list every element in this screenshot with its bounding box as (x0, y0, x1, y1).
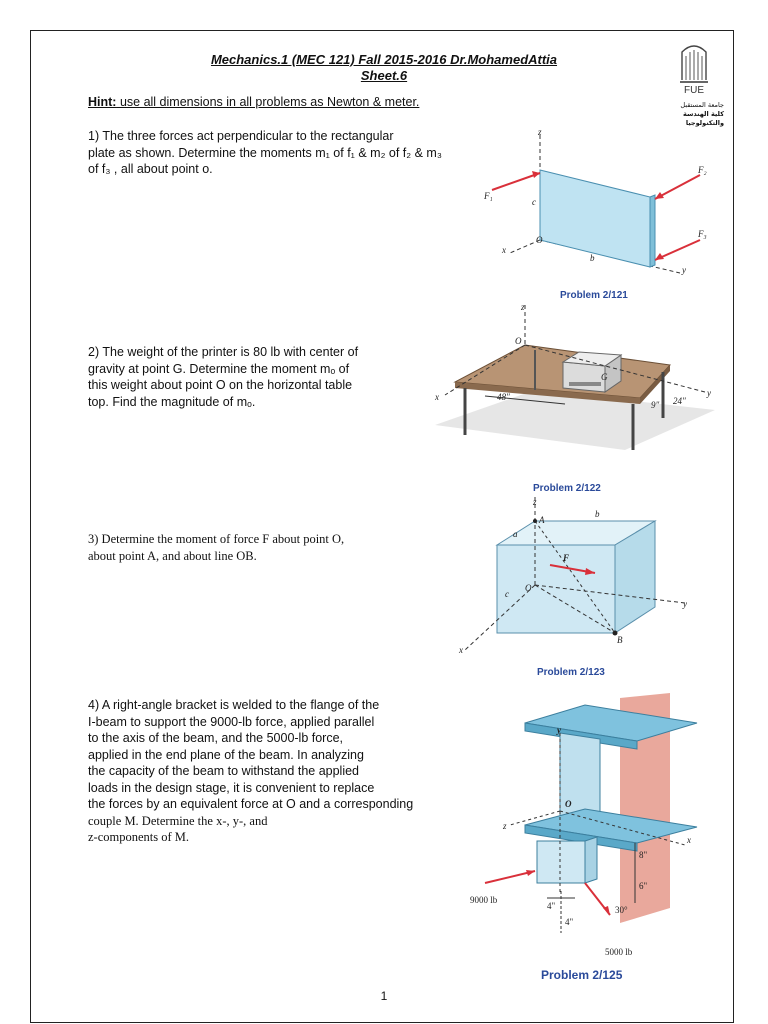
problem-4-line: 4) A right-angle bracket is welded to the flange of the (88, 698, 380, 712)
point-o-label: O (536, 235, 543, 245)
axis-y-label: y (682, 265, 686, 275)
force-f2-label: F₂ (698, 165, 707, 175)
sheet-subtitle: Sheet.6 (360, 68, 408, 83)
axis-x-label: x (687, 835, 691, 845)
problem-1-line: plate as shown. Determine the moments m₁ of f₁ & m₂ of f₂ & m₃ (88, 145, 442, 160)
problem-4-line: applied in the end plane of the beam. In analyzing (88, 747, 364, 762)
dim-4b-label: 4" (565, 917, 574, 927)
axis-x-label: x (502, 245, 506, 255)
point-b-label: B (617, 635, 623, 645)
problem-4-line: the capacity of the beam to withstand the applied (88, 764, 360, 778)
problem-3-line: about point A, and about line OB. (88, 548, 257, 563)
axis-x-label: x (459, 645, 463, 655)
problem-1-figure (470, 125, 720, 285)
problem-2-line: this weight about point O on the horizontal table (88, 378, 353, 392)
problem-2-line: 2) The weight of the printer is 80 lb with center of (88, 345, 359, 359)
angle-30-label: 30° (615, 905, 628, 915)
axis-z-label: z (503, 821, 507, 831)
dim-24-label: 24" (673, 396, 686, 406)
problem-2-line: gravity at point G. Determine the moment mₒ of (88, 361, 350, 376)
axis-y-label: y (707, 388, 711, 398)
problem-1-text (88, 128, 442, 178)
point-o-label: O (515, 336, 522, 346)
dim-4a-label: 4" (547, 901, 556, 911)
dim-48-label: 48" (497, 392, 510, 402)
force-f3-label: F₃ (698, 229, 707, 239)
force-f-label: F (563, 553, 570, 563)
problem-3-line: 3) Determine the moment of force F about point O, (88, 532, 345, 546)
axis-z-label: z (533, 497, 537, 507)
dim-9-label: 9" (651, 400, 660, 410)
dim-c-label: c (505, 589, 509, 599)
problem-4-caption: Problem 2/125 (541, 968, 623, 982)
problem-1-line: of f₃ , all about point o. (88, 162, 213, 176)
problem-2-caption: Problem 2/122 (533, 483, 601, 494)
dim-6-label: 6" (639, 881, 648, 891)
point-a-label: A (539, 515, 545, 525)
problem-3-text (88, 531, 344, 564)
point-g-label: G (601, 372, 608, 382)
logo-arabic-university: جامعة المستقبل (680, 101, 724, 109)
hint-text (88, 95, 419, 109)
hint-body: use all dimensions in all problems as Newton & meter. (116, 95, 420, 109)
point-o-label: O (565, 799, 572, 809)
page-number: 1 (380, 989, 388, 1003)
problem-2-figure (425, 300, 725, 475)
university-logo (660, 38, 724, 128)
problem-4-line: z-components of M. (88, 830, 190, 844)
axis-z-label: z (521, 302, 525, 312)
force-5000-label: 5000 lb (605, 947, 633, 957)
axis-y-label: y (557, 725, 561, 735)
problem-4-line: I-beam to support the 9000-lb force, applied parallel (88, 714, 375, 729)
axis-x-label: x (435, 392, 439, 402)
force-9000-label: 9000 lb (470, 895, 498, 905)
force-f1-label: F₁ (484, 191, 493, 201)
dim-b-label: b (590, 253, 595, 263)
logo-emblem-icon (660, 38, 724, 96)
axis-y-label: y (683, 599, 687, 609)
problem-3-caption: Problem 2/123 (537, 667, 605, 678)
dim-c-label: c (532, 197, 536, 207)
dim-a-label: a (513, 529, 518, 539)
problem-2-text (88, 344, 358, 410)
logo-arabic-faculty: كلية الهندسة والتكنولوجيا (683, 110, 724, 127)
logo-name: FUE (684, 85, 704, 96)
dim-b-label: b (595, 509, 600, 519)
problem-4-line: to the axis of the beam, and the 5000-lb force, (88, 731, 344, 745)
problem-1-line: 1) The three forces act perpendicular to the rectangular (88, 129, 394, 143)
sheet-title: Mechanics.1 (MEC 121) Fall 2015-2016 Dr.MohamedAttia (210, 52, 558, 67)
hint-label: Hint: (88, 95, 117, 109)
dim-8-label: 8" (639, 850, 648, 860)
point-o-label: O (525, 583, 532, 593)
problem-2-line: top. Find the magnitude of mₒ. (88, 394, 256, 409)
problem-3-figure (455, 495, 695, 660)
axis-z-label: z (538, 127, 542, 137)
problem-4-text (88, 697, 413, 846)
problem-1-caption: Problem 2/121 (560, 290, 628, 301)
problem-4-line: the forces by an equivalent force at O and a corresponding (88, 797, 414, 811)
problem-4-line: couple M. Determine the x-, y-, and (88, 813, 268, 828)
problem-4-line: loads in the design stage, it is convenient to replace (88, 780, 375, 795)
problem-4-figure (465, 693, 715, 963)
